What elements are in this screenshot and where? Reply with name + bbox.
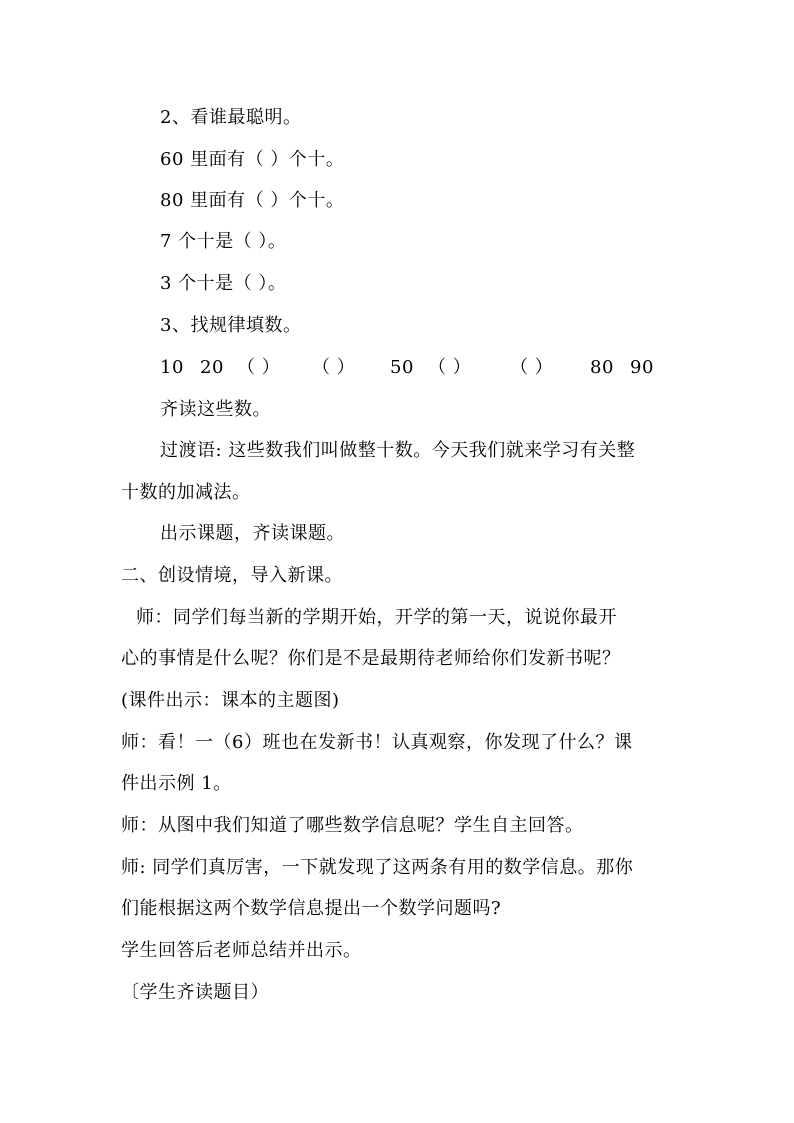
teacher-line-5: 师: 同学们真厉害，一下就发现了这两条有用的数学信息。那你 (121, 857, 634, 878)
sequence-blank: （ ） (312, 357, 356, 378)
sequence-item: 50 (390, 357, 414, 378)
sequence-item: 20 (200, 357, 224, 378)
teacher-line-4: 师：从图中我们知道了哪些数学信息呢？学生自主回答。 (121, 815, 584, 836)
sequence-item: 90 (630, 357, 654, 378)
read-numbers-instruction: 齐读这些数。 (160, 399, 271, 420)
number-sequence (0, 356, 794, 380)
question-80-tens: 80 里面有（ ）个十。 (160, 190, 345, 211)
show-topic-instruction: 出示课题，齐读课题。 (160, 523, 345, 544)
teacher-line-6: 们能根据这两个数学信息提出一个数学问题吗? (121, 898, 502, 919)
sequence-blank: （ ） (237, 357, 281, 378)
section-title-smartest: 2、看谁最聪明。 (160, 107, 302, 128)
transition-text-line1: 过渡语: 这些数我们叫做整十数。今天我们就来学习有关整 (160, 440, 636, 461)
question-60-tens: 60 里面有（ ）个十。 (160, 149, 345, 170)
sequence-item: 80 (590, 357, 614, 378)
sequence-blank: （ ） (428, 357, 472, 378)
transition-text-line2: 十数的加减法。 (121, 482, 251, 503)
teacher-line-2: 心的事情是什么呢？你们是不是最期待老师给你们发新书呢？ (121, 648, 621, 669)
teacher-line-3: 师：看！一（6）班也在发新书！认真观察，你发现了什么？课 (121, 732, 633, 753)
question-7-tens: 7 个十是（ ）。 (160, 231, 287, 252)
section-heading-two: 二、创设情境，导入新课。 (121, 565, 343, 586)
sequence-item: 10 (160, 357, 184, 378)
teacher-summary: 学生回答后老师总结并出示。 (121, 940, 362, 961)
teacher-line-1: 师：同学们每当新的学期开始，开学的第一天，说说你最开 (136, 607, 617, 628)
question-3-tens: 3 个十是（ ）。 (160, 273, 287, 294)
section-title-pattern: 3、找规律填数。 (160, 315, 302, 336)
courseware-example: 件出示例 1。 (121, 773, 232, 794)
sequence-blank: （ ） (510, 357, 554, 378)
students-read-note: 〔学生齐读题目） (121, 982, 269, 1003)
courseware-note: (课件出示：课本的主题图) (121, 690, 340, 711)
